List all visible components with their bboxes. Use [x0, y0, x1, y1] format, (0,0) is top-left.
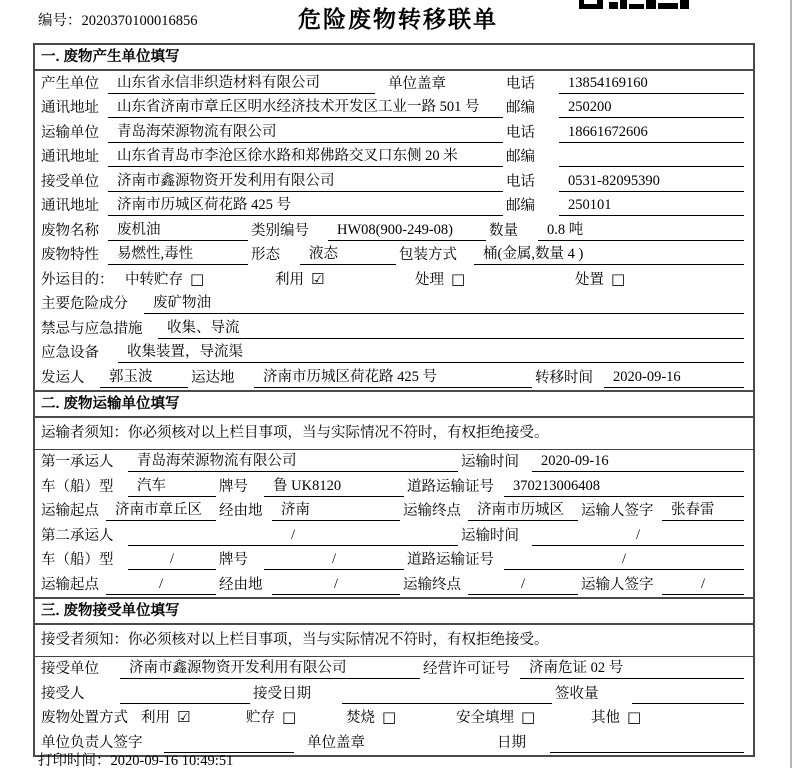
field-label: 运输人签字: [581, 576, 654, 593]
field-label: 邮编: [506, 198, 535, 214]
form-row: [35, 341, 753, 366]
print-time-value: 2020-09-16 10:49:51: [110, 753, 234, 769]
checkbox-icon: □: [190, 269, 205, 288]
page-edge-line: [790, 0, 792, 768]
field-value: 13854169160: [559, 74, 744, 94]
form-row: [35, 267, 753, 292]
field-label: 类别编号: [251, 222, 309, 239]
checkbox-option: [275, 271, 415, 292]
field-value: /: [264, 550, 404, 570]
field-value: 收集装置，导流渠: [118, 343, 744, 363]
field-value: 收集、导流: [158, 319, 744, 339]
checkbox-label: 处置: [575, 271, 604, 288]
field-value: 废矿物油: [144, 294, 744, 314]
print-time: [38, 749, 233, 770]
field-value: 山东省青岛市李沧区徐水路和郑佛路交叉口东侧 20 米: [108, 147, 503, 167]
checkbox-option: [456, 709, 591, 730]
form-row: [35, 681, 753, 706]
form-row: [35, 499, 753, 524]
field-label: 牌号: [219, 552, 248, 568]
field-label: 转移时间: [535, 369, 593, 386]
field-label: 形态: [251, 247, 280, 263]
field-value: 2020-09-16: [604, 368, 744, 388]
field-label: 签收量: [555, 685, 599, 702]
field-value: /: [106, 575, 216, 595]
field-label: 通讯地址: [41, 149, 99, 165]
field-value: 济南: [272, 501, 400, 521]
checkbox-icon: □: [382, 708, 397, 726]
field-value: /: [468, 575, 578, 595]
field-value: 济南市历城区: [468, 501, 578, 521]
section-title: 一. 废物产生单位填写: [35, 45, 753, 71]
static-text: 单位盖章: [388, 75, 446, 92]
field-value: 370213006408: [504, 477, 744, 497]
field-label: 禁忌与应急措施: [41, 320, 143, 337]
form-row: [35, 657, 753, 682]
field-value: 250200: [559, 98, 744, 118]
checkbox-label: 焚烧: [346, 710, 375, 726]
field-value: /: [128, 550, 216, 570]
field-value: 0531-82095390: [559, 172, 744, 192]
field-value: 青岛海荣源物流有限公司: [128, 452, 458, 472]
checkbox-option: [591, 709, 747, 730]
form-row: [35, 450, 753, 475]
form-row: [35, 145, 753, 170]
form-row: [35, 71, 753, 96]
form-row: [35, 120, 753, 145]
form-section-3: [35, 597, 753, 755]
qr-code-fragment: [579, 0, 693, 9]
field-value: 汽车: [128, 477, 216, 497]
checkbox-option: [415, 271, 575, 292]
field-value: 山东省永信非织造材料有限公司: [108, 74, 375, 94]
form-row: [35, 474, 753, 499]
form-row: [35, 292, 753, 317]
field-label: 运输终点: [403, 503, 461, 519]
field-label: 运输终点: [403, 576, 461, 593]
field-label: 产生单位: [41, 75, 99, 92]
checkbox-icon: □: [451, 269, 466, 288]
checkbox-option: [141, 709, 246, 730]
field-value: 18661672606: [559, 123, 744, 143]
field-value: 桶(金属,数量 4 ): [474, 245, 744, 265]
form-row: [35, 365, 753, 390]
doc-number-label: 编号：: [38, 13, 82, 29]
form-row: [35, 548, 753, 573]
field-value: 济南市鑫源物资开发利用有限公司: [108, 172, 503, 192]
transfer-form: [33, 43, 755, 757]
field-label: 经营许可证号: [423, 661, 510, 677]
checkbox-label: 利用: [275, 271, 304, 288]
checkbox-label: 贮存: [246, 710, 275, 726]
form-row: [35, 169, 753, 194]
field-label: 电话: [506, 124, 535, 141]
checkbox-label: 其他: [591, 710, 620, 726]
form-row: [35, 218, 753, 243]
field-label: 应急设备: [41, 345, 99, 361]
field-label: 通讯地址: [41, 198, 99, 214]
checkbox-label: 安全填埋: [456, 710, 514, 726]
field-label: 发运人: [41, 369, 85, 386]
field-label: 邮编: [506, 100, 535, 116]
field-label: 运达地: [191, 369, 235, 386]
field-label: 电话: [506, 75, 535, 92]
field-value: /: [662, 575, 744, 595]
field-value: 2020-09-16: [532, 452, 744, 472]
field-value: /: [504, 550, 744, 570]
field-label: 邮编: [506, 149, 535, 165]
checkbox-label: 中转贮存: [125, 271, 183, 288]
field-label: 道路运输证号: [407, 478, 494, 495]
field-value: 济南市历城区荷花路 425 号: [254, 368, 532, 388]
field-label: 运输单位: [41, 124, 99, 141]
doc-number-value: 2020370100016856: [81, 13, 198, 29]
field-label: 废物名称: [41, 222, 99, 239]
checkbox-icon: □: [282, 708, 297, 726]
form-section-2: [35, 390, 753, 597]
field-label: 第一承运人: [41, 454, 114, 470]
checkbox-checked-icon: ☑: [177, 708, 191, 726]
field-value: /: [272, 575, 400, 595]
section-title: 三. 废物接受单位填写: [35, 597, 753, 625]
print-time-label: 打印时间：: [38, 753, 111, 769]
field-label: 运输时间: [461, 454, 519, 470]
field-label: 电话: [506, 173, 535, 190]
field-label: 运输起点: [41, 503, 99, 519]
field-value: 250101: [559, 196, 744, 216]
field-label: 车（船）型: [41, 478, 114, 495]
field-label: 道路运输证号: [407, 552, 494, 568]
field-value: 济南市章丘区: [106, 501, 216, 521]
field-value: 废机油: [108, 221, 248, 241]
field-label: 接受单位: [41, 661, 99, 677]
form-row: [35, 96, 753, 121]
field-value: [550, 733, 744, 753]
field-value: [120, 684, 250, 704]
notice-text: 运输者须知：你必须核对以上栏目事项，当与实际情况不符时，有权拒绝接受。: [35, 418, 753, 450]
field-label: 接受日期: [253, 685, 311, 702]
field-label: 经由地: [219, 576, 263, 593]
field-label: 废物特性: [41, 247, 99, 263]
field-value: [342, 684, 552, 704]
field-value: [632, 684, 744, 704]
checkbox-checked-icon: ☑: [311, 269, 325, 288]
checkbox-icon: □: [627, 708, 642, 726]
field-value: /: [532, 526, 744, 546]
field-value: 郭玉波: [100, 368, 188, 388]
field-label: 运输起点: [41, 576, 99, 593]
field-label: 运输时间: [461, 527, 519, 544]
field-label: 通讯地址: [41, 100, 99, 116]
form-row: [35, 316, 753, 341]
section-title: 二. 废物运输单位填写: [35, 390, 753, 418]
field-value: 济南市历城区荷花路 425 号: [108, 196, 503, 216]
field-value: 液态: [300, 245, 396, 265]
form-row: [35, 523, 753, 548]
field-value: [559, 147, 744, 167]
field-label: 接受人: [41, 685, 85, 702]
checkbox-label: 利用: [141, 710, 170, 726]
field-label: 第二承运人: [41, 527, 114, 544]
field-value: 易燃性,毒性: [108, 245, 248, 265]
field-label: 外运目的：: [41, 271, 114, 288]
field-label: 车（船）型: [41, 552, 114, 568]
field-label: 单位负责人签字: [41, 734, 143, 751]
field-label: 包装方式: [399, 247, 457, 263]
checkbox-option: [346, 709, 456, 730]
checkbox-label: 处理: [415, 271, 444, 288]
field-value: 山东省济南市章丘区明水经济技术开发区工业一路 501 号: [108, 98, 503, 118]
form-row: [35, 243, 753, 268]
checkbox-option: [246, 709, 346, 730]
field-value: /: [128, 526, 458, 546]
checkbox-option: [575, 271, 747, 292]
field-label: 经由地: [219, 503, 263, 519]
form-row: [35, 572, 753, 597]
field-label: 废物处置方式: [41, 710, 128, 726]
form-section-1: [35, 45, 753, 390]
page-title: 危险废物转移联单: [298, 6, 498, 32]
field-value: 济南危证 02 号: [520, 659, 744, 679]
field-label: 牌号: [219, 478, 248, 495]
field-label: 接受单位: [41, 173, 99, 190]
checkbox-icon: □: [521, 708, 536, 726]
checkbox-option: [125, 271, 275, 292]
form-row: [35, 706, 753, 731]
field-label: 主要危险成分: [41, 296, 128, 312]
static-text: 日期: [497, 734, 526, 751]
field-value: 青岛海荣源物流有限公司: [108, 123, 503, 143]
form-row: [35, 194, 753, 219]
field-value: 济南市鑫源物资开发利用有限公司: [120, 659, 420, 679]
field-value: 张春雷: [662, 501, 744, 521]
field-value: 鲁 UK8120: [264, 477, 404, 497]
checkbox-icon: □: [611, 269, 626, 288]
notice-text: 接受者须知：你必须核对以上栏目事项，当与实际情况不符时，有权拒绝接受。: [35, 625, 753, 657]
field-value: 0.8 吨: [538, 221, 744, 241]
static-text: 单位盖章: [307, 734, 365, 751]
field-value: HW08(900-249-08): [328, 221, 486, 241]
field-label: 运输人签字: [581, 503, 654, 519]
field-label: 数量: [489, 222, 518, 239]
